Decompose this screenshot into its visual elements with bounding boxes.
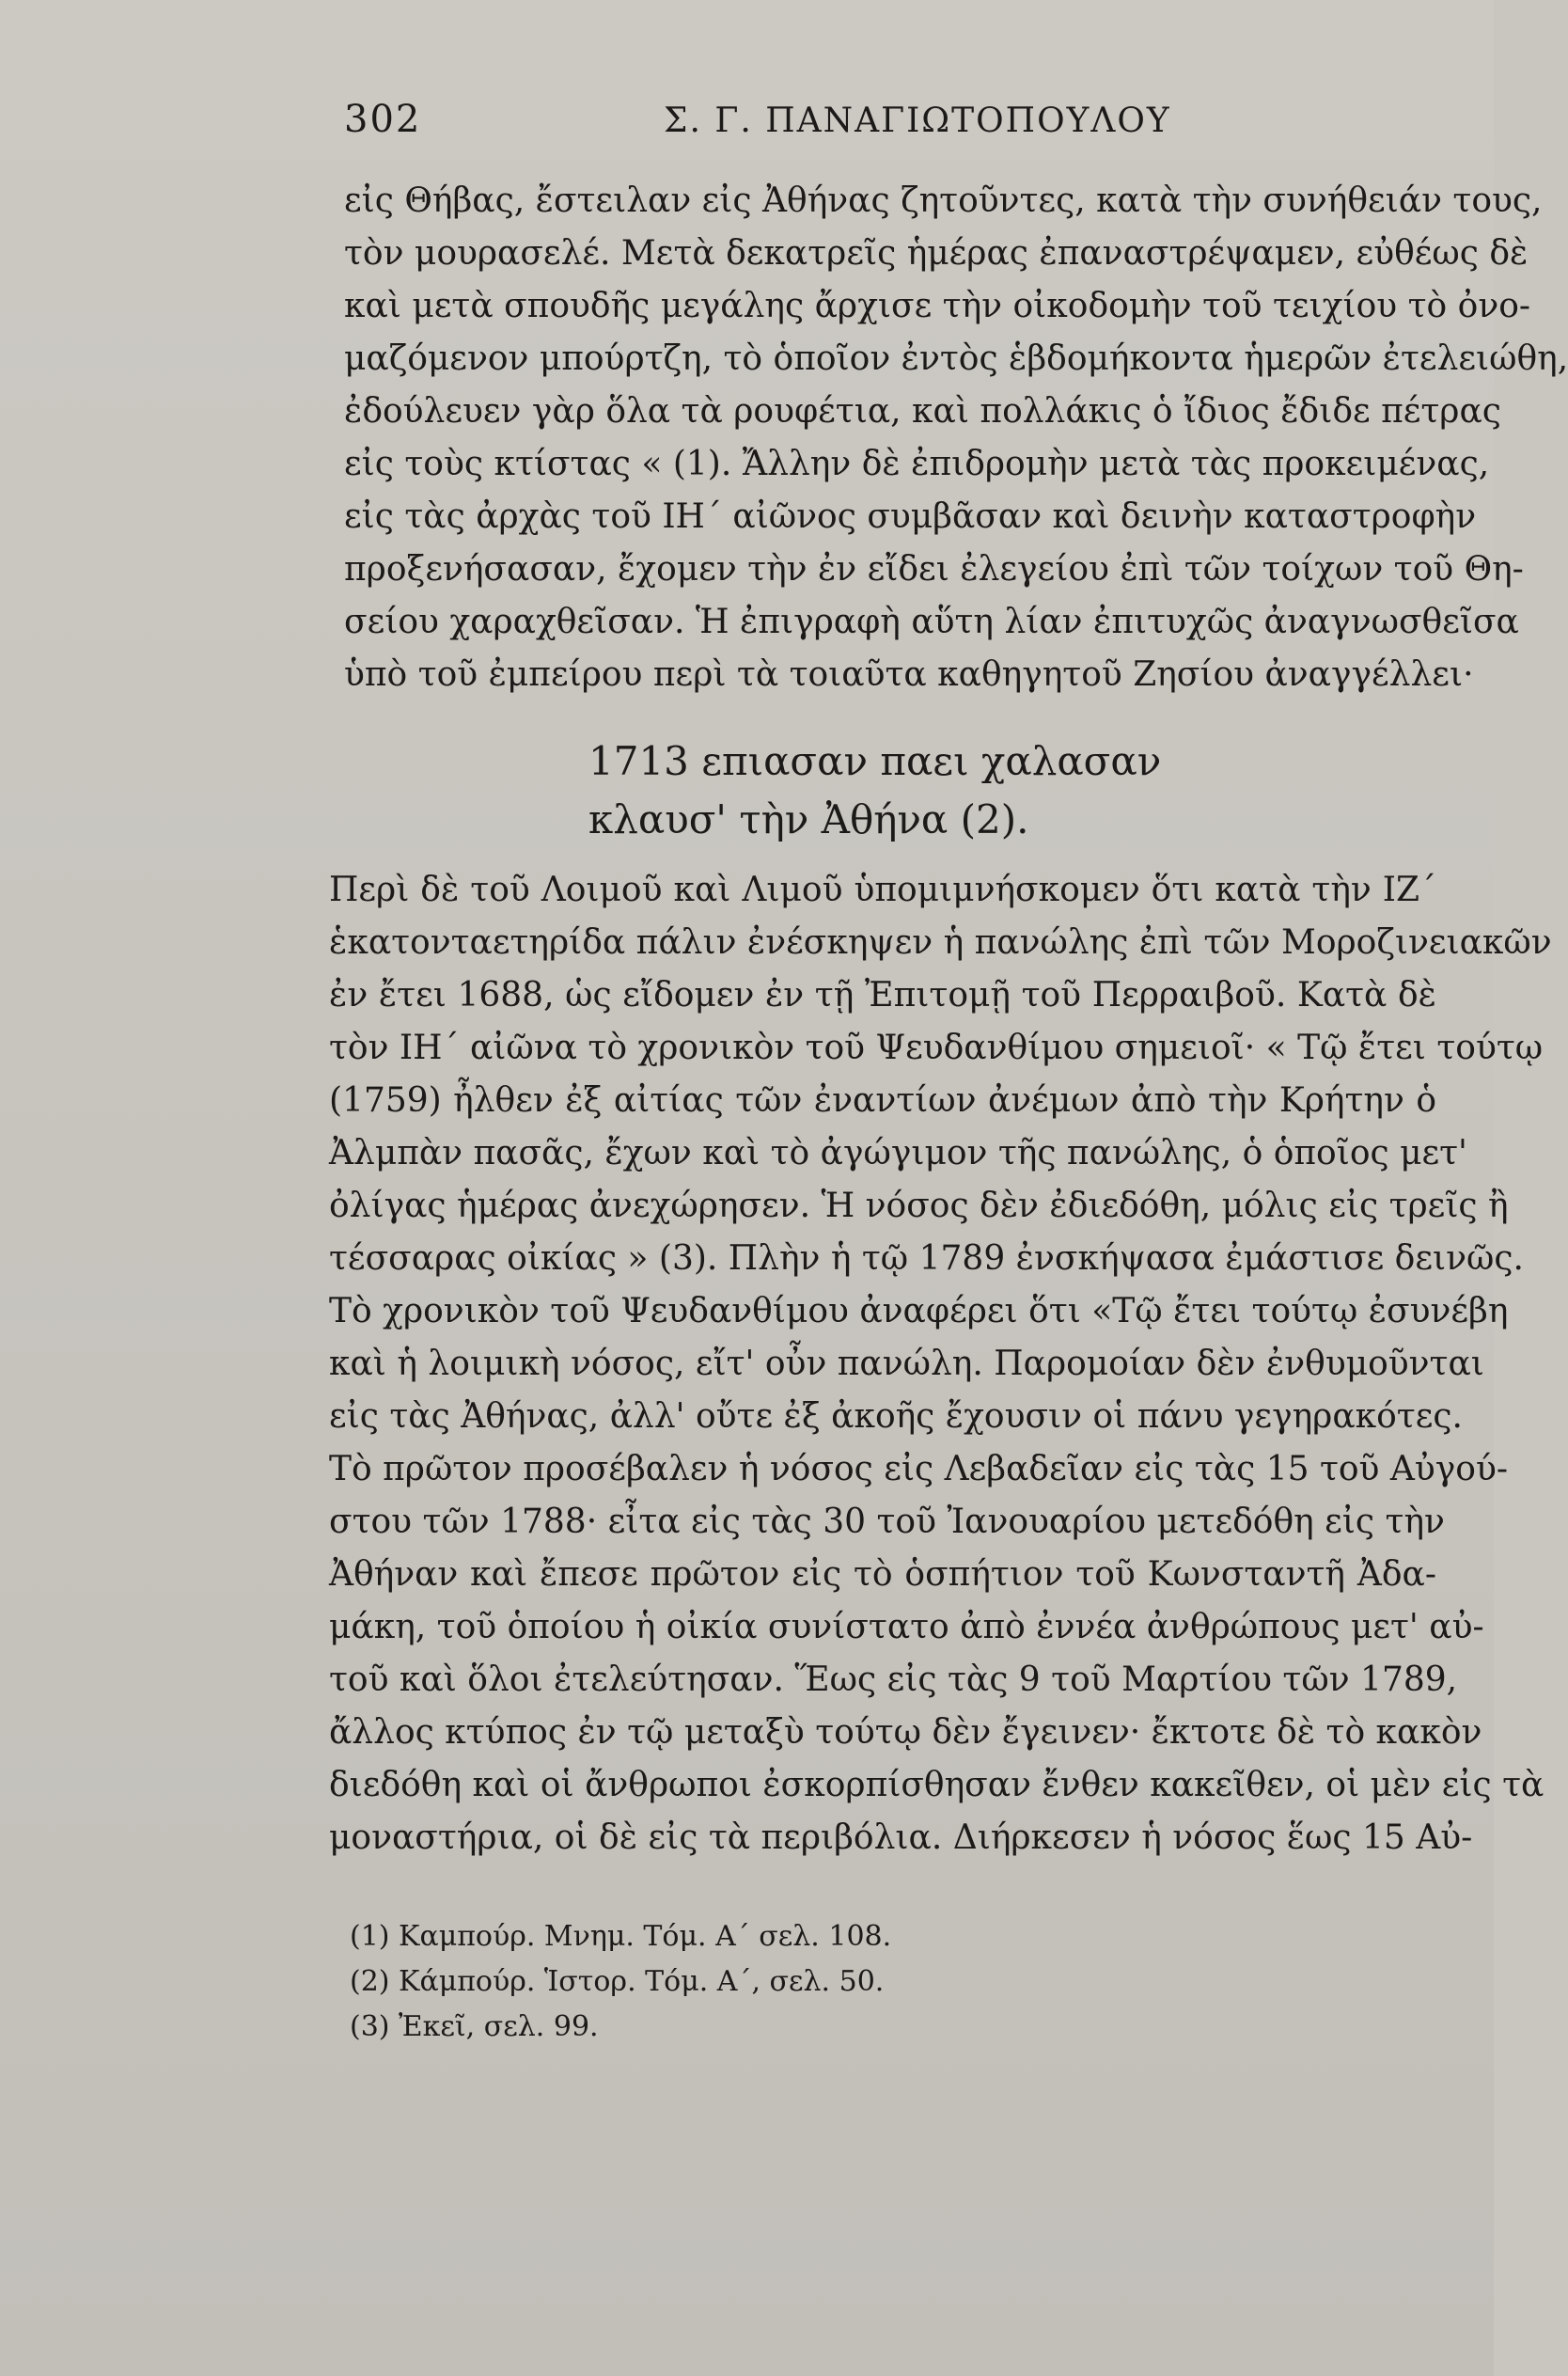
text-line: στου τῶν 1788· εἶτα εἰς τὰς 30 τοῦ Ἰανουαρίου μετεδόθη εἰς τὴν: [329, 1503, 1445, 1541]
text-line: Περὶ δὲ τοῦ Λοιμοῦ καὶ Λιμοῦ ὑπομιμνήσκομεν ὅτι κατὰ τὴν ΙΖ΄: [329, 871, 1436, 909]
text-line: μοναστήρια, οἱ δὲ εἰς τὰ περιβόλια. Διήρκεσεν ἡ νόσος ἕως 15 Αὐ-: [329, 1818, 1473, 1857]
text-line: ὀλίγας ἡμέρας ἀνεχώρησεν. Ἡ νόσος δὲν ἐδιεδόθη, μόλις εἰς τρεῖς ἢ: [329, 1187, 1509, 1225]
text-line: εἰς τοὺς κτίστας « (1). Ἄλλην δὲ ἐπιδρομὴν μετὰ τὰς προκειμένας,: [344, 445, 1490, 483]
text-line: τοῦ καὶ ὅλοι ἐτελεύτησαν. Ἕως εἰς τὰς 9 τοῦ Μαρτίου τῶν 1789,: [329, 1660, 1458, 1699]
text-line: καὶ μετὰ σπουδῆς μεγάλης ἄρχισε τὴν οἰκοδομὴν τοῦ τειχίου τὸ ὀνο-: [344, 287, 1531, 325]
text-line: μάκη, τοῦ ὁποίου ἡ οἰκία συνίστατο ἀπὸ ἐννέα ἀνθρώπους μετ' αὐ-: [329, 1608, 1484, 1646]
text-line: εἰς τὰς Ἀθήνας, ἀλλ' οὔτε ἐξ ἀκοῆς ἔχουσιν οἱ πάνυ γεγηρακότες.: [329, 1397, 1463, 1436]
text-line: ἑκατονταετηρίδα πάλιν ἐνέσκηψεν ἡ πανώλης ἐπὶ τῶν Μοροζινειακῶν: [329, 923, 1552, 962]
text-line: ἄλλος κτύπος ἐν τῷ μεταξὺ τούτῳ δὲν ἔγεινεν· ἔκτοτε δὲ τὸ κακὸν: [329, 1713, 1482, 1752]
paragraph-2: [329, 863, 1552, 1864]
text-line: Ἀλμπὰν πασᾶς, ἔχων καὶ τὸ ἀγώγιμον τῆς πανώλης, ὁ ὁποῖος μετ': [329, 1134, 1467, 1172]
text-line: ἐδούλευεν γὰρ ὅλα τὰ ρουφέτια, καὶ πολλάκις ὁ ἴδιος ἔδιδε πέτρας: [344, 392, 1501, 431]
running-head: Σ. Γ. ΠΑΝΑΓΙΩΤΟΠΟΥΛΟΥ: [664, 102, 1171, 140]
text-line: τέσσαρας οἰκίας » (3). Πλὴν ἡ τῷ 1789 ἐνσκήψασα ἐμάστισε δεινῶς.: [329, 1239, 1524, 1278]
text-line: (1759) ἦλθεν ἐξ αἰτίας τῶν ἐναντίων ἀνέμων ἀπὸ τὴν Κρήτην ὁ: [329, 1081, 1436, 1120]
text-line: ἐν ἔτει 1688, ὡς εἴδομεν ἐν τῇ Ἐπιτομῇ τοῦ Περραιβοῦ. Κατὰ δὲ: [329, 976, 1436, 1015]
verse-line: 1713 επιασαν παει χαλασαν: [588, 738, 1162, 784]
verse-line: κλαυσ' τὴν Ἀθήνα (2).: [588, 796, 1029, 842]
text-line: Τὸ πρῶτον προσέβαλεν ἡ νόσος εἰς Λεβαδεῖαν εἰς τὰς 15 τοῦ Αὐγού-: [329, 1450, 1509, 1488]
footnotes: [350, 1914, 1196, 2050]
text-line: τὸν ΙΗ΄ αἰῶνα τὸ χρονικὸν τοῦ Ψευδανθίμου σημειοῖ· « Τῷ ἔτει τούτῳ: [329, 1029, 1544, 1067]
text-line: τὸν μουρασελέ. Μετὰ δεκατρεῖς ἡμέρας ἐπαναστρέψαμεν, εὐθέως δὲ: [344, 234, 1529, 273]
text-line: προξενήσασαν, ἔχομεν τὴν ἐν εἴδει ἐλεγείου ἐπὶ τῶν τοίχων τοῦ Θη-: [344, 550, 1524, 589]
footnote: (2) Κάμπούρ. Ἱστορ. Τόμ. Α΄, σελ. 50.: [350, 1965, 885, 1998]
text-line: διεδόθη καὶ οἱ ἄνθρωποι ἐσκορπίσθησαν ἔνθεν κακεῖθεν, οἱ μὲν εἰς τὰ: [329, 1766, 1544, 1804]
inscription-verse: [588, 733, 1303, 850]
text-line: καὶ ἡ λοιμικὴ νόσος, εἴτ' οὖν πανώλη. Παρομοίαν δὲν ἐνθυμοῦνται: [329, 1345, 1484, 1383]
page-header: [344, 98, 1435, 154]
text-line: σείου χαραχθεῖσαν. Ἡ ἐπιγραφὴ αὕτη λίαν ἐπιτυχῶς ἀναγνωσθεῖσα: [344, 603, 1519, 641]
footnote: (1) Καμπούρ. Μνημ. Τόμ. Α΄ σελ. 108.: [350, 1920, 892, 1953]
text-line: Ἀθήναν καὶ ἔπεσε πρῶτον εἰς τὸ ὁσπήτιον τοῦ Κωνσταντῆ Ἀδα-: [329, 1555, 1436, 1594]
paragraph-1: [344, 175, 1568, 701]
text-line: Τὸ χρονικὸν τοῦ Ψευδανθίμου ἀναφέρει ὅτι «Τῷ ἔτει τούτῳ ἐσυνέβη: [329, 1292, 1509, 1330]
footnote: (3) Ἐκεῖ, σελ. 99.: [350, 2010, 599, 2043]
text-line: ὑπὸ τοῦ ἐμπείρου περὶ τὰ τοιαῦτα καθηγητοῦ Ζησίου ἀναγγέλλει·: [344, 655, 1474, 694]
text-line: εἰς τὰς ἀρχὰς τοῦ ΙΗ΄ αἰῶνος συμβᾶσαν καὶ δεινὴν καταστροφὴν: [344, 497, 1477, 536]
text-line: μαζόμενον μπούρτζη, τὸ ὁποῖον ἐντὸς ἑβδομήκοντα ἡμερῶν ἐτελειώθη,: [344, 339, 1568, 378]
text-line: εἰς Θήβας, ἔστειλαν εἰς Ἀθήνας ζητοῦντες, κατὰ τὴν συνήθειάν τους,: [344, 181, 1543, 220]
page-number: 302: [344, 98, 422, 141]
